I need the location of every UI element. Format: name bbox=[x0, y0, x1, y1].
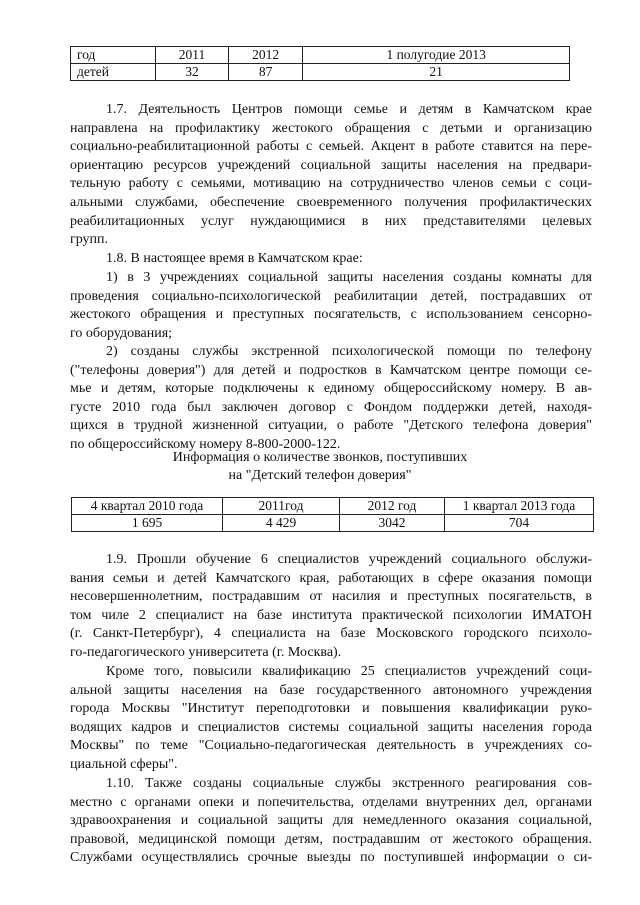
text-line: водящих кадров и специалистов системы социальной защиты населения города bbox=[70, 719, 592, 735]
table-cell: 2012 год bbox=[340, 498, 445, 515]
table-row bbox=[71, 47, 570, 64]
paragraph-1-9-continued bbox=[70, 663, 592, 775]
table-cell: 32 bbox=[156, 64, 229, 81]
table-cell: 2011год bbox=[223, 498, 340, 515]
text-line: щихся в трудной жизненной ситуации, о работе "Детского телефона доверия" bbox=[70, 418, 592, 434]
paragraph-1-8-item-1 bbox=[70, 269, 592, 343]
text-line: по общероссийскому номеру 8-800-2000-122. bbox=[70, 436, 341, 452]
table-cell: 2012 bbox=[229, 47, 303, 64]
text-line: Москвы" по теме "Социально-педагогическая деятельность в учреждениях со- bbox=[70, 738, 592, 754]
text-line: 1.7. Деятельность Центров помощи семье и детям в Камчатском крае bbox=[106, 102, 592, 117]
text-line: здравоохранения и социальной защиты для немедленного оказания социальной, bbox=[70, 813, 592, 829]
text-line: правовой, медицинской помощи детям, пострадавшим от жестокого обращения. bbox=[70, 831, 592, 847]
text-line: 1) в 3 учреждениях социальной защиты населения созданы комнаты для bbox=[106, 270, 592, 285]
table-cell: 704 bbox=[445, 515, 594, 532]
text-line: социально-реабилитационной работы с семьей. Акцент в работе ставится на пере- bbox=[70, 139, 592, 155]
table-cell: 1 695 bbox=[72, 515, 223, 532]
text-line: том чиле 2 специалист на базе института практической психологии ИМАТОН bbox=[70, 607, 592, 623]
paragraph-1-8-item-2 bbox=[70, 343, 592, 455]
table-row bbox=[72, 515, 594, 532]
table-cell: 21 bbox=[303, 64, 570, 81]
text-line: (г. Санкт-Петербург), 4 специалиста на базе Московского городского психоло- bbox=[70, 626, 592, 642]
table-cell: 4 квартал 2010 года bbox=[72, 498, 223, 515]
children-count-table bbox=[70, 46, 570, 81]
text-line: ("телефоны доверия") для детей и подростков в Камчатском центре помощи се- bbox=[70, 362, 592, 378]
text-line: ориентацию ресурсов учреждений социальной защиты населения на предвари- bbox=[70, 157, 592, 173]
table-cell: 1 полугодие 2013 bbox=[303, 47, 570, 64]
paragraph-1-7 bbox=[70, 101, 592, 250]
text-line: направлена на профилактику жестокого обращения с детьми и организацию bbox=[70, 120, 592, 136]
text-line: 1.10. Также созданы социальные службы экстренного реагирования сов- bbox=[106, 776, 592, 791]
text-line: го оборудования; bbox=[70, 325, 173, 341]
text-line: циальной сферы". bbox=[70, 756, 178, 772]
table-cell: 87 bbox=[229, 64, 303, 81]
text-line: 1.9. Прошли обучение 6 специалистов учреждений социального обслужи- bbox=[106, 552, 592, 567]
hotline-calls-table bbox=[71, 497, 594, 532]
text-line: 2) созданы службы экстренной психологической помощи по телефону bbox=[106, 344, 592, 359]
table-cell: детей bbox=[71, 64, 156, 81]
text-line: проведения социально-психологической реабилитации детей, пострадавших от bbox=[70, 288, 592, 304]
table-title-line: Информация о количестве звонков, поступивших bbox=[172, 450, 468, 465]
paragraph-1-10 bbox=[70, 775, 592, 868]
table-row bbox=[72, 498, 594, 515]
text-line: города Москвы "Институт переподготовки и повышения квалификации руко- bbox=[70, 701, 592, 717]
text-line: реабилитационных услуг нуждающимися в них представителями целевых bbox=[70, 213, 592, 229]
table-cell: 1 квартал 2013 года bbox=[445, 498, 594, 515]
text-line: местно с органами опеки и попечительства, отделами внутренних дел, органами bbox=[70, 794, 592, 810]
text-line: Службами осуществлялись срочные выезды по поступившей информации о си- bbox=[70, 850, 592, 866]
table-row bbox=[71, 64, 570, 81]
text-line: 1.8. В настоящее время в Камчатском крае: bbox=[106, 251, 363, 266]
table-cell: 4 429 bbox=[223, 515, 340, 532]
text-line: густе 2010 года был заключен договор с Фондом поддержки детей, находя- bbox=[70, 399, 592, 415]
paragraph-1-8 bbox=[70, 250, 592, 269]
text-line: групп. bbox=[70, 232, 109, 248]
text-line: тельную работу с семьями, мотивацию на сотрудничество членов семьи с соци- bbox=[70, 176, 592, 192]
table-cell: год bbox=[71, 47, 156, 64]
text-line: жестокого обращения и преступных посягательств, с использованием сенсорно- bbox=[70, 307, 592, 323]
text-line: несовершеннолетним, пострадавшим от насилия и преступных посягательств, в bbox=[70, 589, 592, 605]
table-title-line: на "Детский телефон доверия" bbox=[228, 468, 412, 483]
text-line: альными службами, обеспечение своевременного получения профилактических bbox=[70, 194, 592, 210]
paragraph-1-9 bbox=[70, 551, 592, 663]
table-cell: 3042 bbox=[340, 515, 445, 532]
table-cell: 2011 bbox=[156, 47, 229, 64]
text-line: мье и детям, которые подключены к единому общероссийскому номеру. В ав- bbox=[70, 381, 592, 397]
text-line: Кроме того, повысили квалификацию 25 специалистов учреждений соци- bbox=[106, 664, 592, 679]
text-line: го-педагогического университета (г. Москва). bbox=[70, 644, 342, 660]
text-line: альной защиты населения на базе государственного автономного учреждения bbox=[70, 682, 592, 698]
text-line: вания семьи и детей Камчатского края, работающих в сфере оказания помощи bbox=[70, 570, 592, 586]
